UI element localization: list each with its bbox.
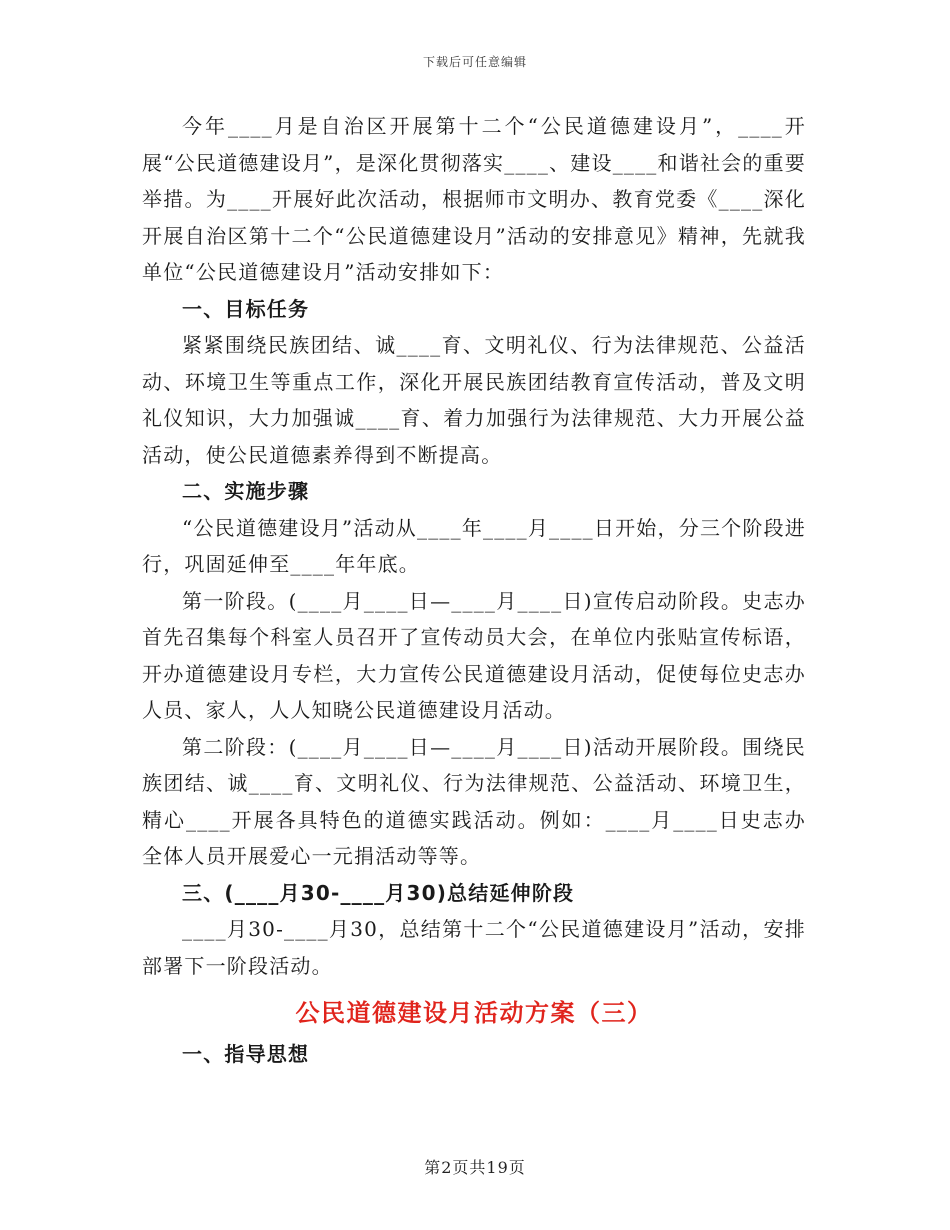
page-header-note: 下载后可任意编辑 xyxy=(422,55,527,69)
summary-paragraph: ____月30-____月30，总结第十二个“公民道德建设月”活动，安排部署下一阶段活动。 xyxy=(142,917,806,978)
section-title: 公民道德建设月活动方案（三） xyxy=(295,999,653,1027)
page-number-footer: 第2页共19页 xyxy=(424,1158,526,1177)
heading-steps: 二、实施步骤 xyxy=(182,479,310,503)
phase-two-paragraph: 第二阶段：(____月____日—____月____日)活动开展阶段。围绕民族团结、诚____育、文明礼仪、行为法律规范、公益活动、环境卫生，精心____开展各具特色的道德实践活动。例如：____月____日史志办全体人员开展爱心一元捐活动等等。 xyxy=(142,734,806,868)
intro-paragraph: 今年____月是自治区开展第十二个“公民道德建设月”，____开展“公民道德建设月”，是深化贯彻落实____、建设____和谐社会的重要举措。为____开展好此次活动，根据师市文明办、教育党委《____深化开展自治区第十二个“公民道德建设月”活动的安排意见》精神，先就我单位“公民道德建设月”活动安排如下： xyxy=(142,114,806,284)
heading-guiding-thought: 一、指导思想 xyxy=(182,1042,310,1066)
phase-one-paragraph: 第一阶段。(____月____日—____月____日)宣传启动阶段。史志办首先召集每个科室人员召开了宣传动员大会，在单位内张贴宣传标语，开办道德建设月专栏，大力宣传公民道德建设月活动，促使每位史志办人员、家人，人人知晓公民道德建设月活动。 xyxy=(142,588,806,722)
heading-goals: 一、目标任务 xyxy=(182,296,310,321)
steps-paragraph: “公民道德建设月”活动从____年____月____日开始，分三个阶段进行，巩固延伸至____年年底。 xyxy=(142,515,806,576)
goals-paragraph: 紧紧围绕民族团结、诚____育、文明礼仪、行为法律规范、公益活动、环境卫生等重点工作，深化开展民族团结教育宣传活动，普及文明礼仪知识，大力加强诚____育、着力加强行为法律规范、大力开展公益活动，使公民道德素养得到不断提高。 xyxy=(142,333,806,467)
document-body xyxy=(142,108,806,1073)
heading-summary-phase: 三、(____月30-____月30)总结延伸阶段 xyxy=(182,880,575,905)
